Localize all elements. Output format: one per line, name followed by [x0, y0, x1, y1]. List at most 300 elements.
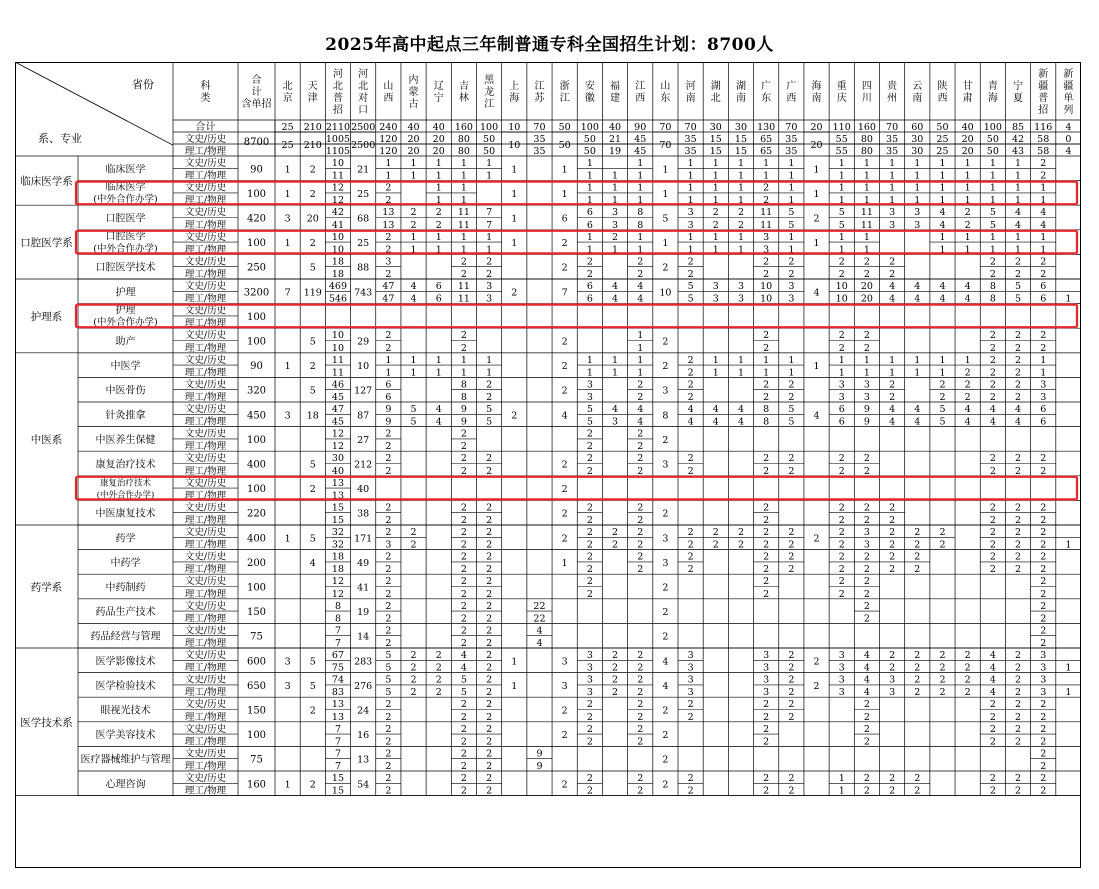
cell-value: 469: [328, 281, 348, 292]
cell-value: 2: [788, 453, 795, 465]
cell-value: 2: [662, 705, 669, 717]
cell-value: 15: [331, 515, 345, 526]
total-value: 55: [835, 134, 848, 145]
total-value: 50: [483, 146, 496, 157]
cell-value: 1: [586, 170, 593, 182]
cell-value: 1: [889, 170, 896, 182]
cell-value: 2: [939, 539, 946, 551]
cell-value: 10: [331, 342, 345, 354]
cell-value: 1: [1015, 182, 1022, 194]
cell-value: 1: [788, 195, 795, 207]
cell-value: 1: [763, 158, 770, 169]
cell-value: 2: [989, 723, 996, 735]
cell-value: 4: [863, 650, 870, 661]
cell-value: 2: [1015, 527, 1022, 538]
total-value: 100: [480, 122, 499, 133]
cell-value: 7: [486, 207, 493, 219]
cell-value: 2: [687, 269, 694, 280]
cell-value: 2: [788, 269, 795, 280]
cell-value: 1: [889, 158, 896, 169]
cell-value: 2: [1015, 773, 1022, 784]
heji-label: 合计: [195, 122, 216, 133]
cell-value: 21: [357, 164, 370, 176]
province-header: 江: [484, 99, 495, 110]
total-value: 50: [986, 146, 999, 157]
cell-value: 1: [788, 231, 795, 243]
cell-value: 10: [760, 281, 773, 292]
total-value: 210: [303, 140, 322, 151]
total-value: 80: [457, 134, 470, 145]
cell-value: 2: [486, 269, 493, 280]
cell-value: 1: [637, 231, 644, 243]
cell-value: 5: [662, 213, 669, 225]
cell-value: 1: [914, 195, 921, 207]
cell-value: 5: [460, 687, 467, 699]
cell-value: 1: [410, 354, 417, 366]
cell-value: 1: [687, 195, 694, 207]
cell-value: 1: [712, 244, 719, 256]
cell-value: 10: [331, 231, 345, 243]
cell-value: 2: [612, 687, 619, 699]
cell-value: 5: [385, 674, 392, 686]
cell-value: 1: [435, 231, 442, 243]
major-total: 150: [246, 607, 267, 619]
cell-value: 11: [760, 219, 773, 231]
cell-value: 2: [460, 699, 467, 711]
cell-value: 11: [457, 293, 470, 305]
cell-value: 1: [586, 182, 593, 194]
major-name: 护理: [115, 305, 136, 317]
cell-value: 1: [511, 213, 518, 225]
cell-value: 2: [486, 761, 493, 772]
cell-value: 2: [788, 687, 795, 699]
total-value: 50: [986, 134, 999, 145]
cell-value: 1: [460, 158, 467, 169]
province-header: 单: [1063, 93, 1074, 104]
cell-value: 3: [612, 219, 619, 231]
major-total: 90: [250, 164, 263, 176]
cell-value: 2: [385, 600, 392, 612]
cell-value: 32: [331, 527, 345, 538]
cell-value: 1: [889, 182, 896, 194]
cell-value: 2: [561, 533, 568, 545]
cell-value: 2: [385, 465, 392, 477]
cell-value: 2: [964, 674, 971, 686]
cell-value: 5: [788, 416, 795, 428]
cell-value: 2: [662, 779, 669, 791]
province-header: 蒙: [408, 87, 419, 98]
cell-value: 2: [863, 256, 870, 268]
cell-value: 2: [989, 342, 996, 354]
total-value: 15: [734, 134, 748, 145]
cell-value: 2: [486, 588, 493, 600]
cell-value: 4: [737, 404, 744, 415]
cell-value: 2: [637, 392, 644, 403]
cell-value: 3: [889, 207, 896, 219]
cell-value: 1: [435, 170, 442, 182]
cell-value: 2: [586, 515, 593, 526]
cell-value: 2: [460, 736, 467, 748]
cell-value: 25: [357, 238, 370, 250]
track-label: 文史/历史: [184, 281, 227, 292]
cell-value: 3: [662, 459, 669, 471]
cell-value: 8: [989, 281, 996, 292]
cell-value: 2: [863, 342, 870, 354]
cell-value: 2: [1015, 736, 1022, 748]
cell-value: 2: [1040, 551, 1047, 563]
cell-value: 2: [1040, 502, 1047, 514]
cell-value: 2: [989, 256, 996, 268]
cell-value: 3: [586, 379, 593, 391]
cell-value: 2: [863, 785, 870, 797]
cell-value: 7: [334, 638, 341, 649]
province-header: 招: [332, 105, 343, 116]
cell-value: 2: [889, 539, 896, 551]
total-value: 20: [810, 140, 823, 151]
cell-value: 2: [687, 465, 694, 477]
cell-value: 87: [357, 410, 370, 422]
cell-value: 2: [612, 674, 619, 686]
cell-value: 2: [460, 539, 467, 551]
cell-value: 2: [964, 219, 971, 231]
cell-value: 3: [662, 385, 669, 397]
cell-value: 1: [511, 656, 518, 668]
cell-value: 2: [637, 687, 644, 699]
track-label: 文史/历史: [184, 748, 227, 760]
major-name: 心理咨询: [105, 779, 146, 791]
major-total: 100: [246, 484, 267, 496]
province-header: 天: [307, 81, 318, 92]
cell-value: 1: [662, 188, 669, 200]
cell-value: 1: [637, 182, 644, 194]
cell-value: 2: [838, 269, 845, 280]
track-label: 理工/物理: [184, 588, 227, 600]
total-value: 21: [608, 134, 622, 145]
cell-value: 2: [385, 515, 392, 526]
cell-value: 4: [889, 404, 896, 415]
cell-value: 2: [939, 650, 946, 661]
total-value: 110: [832, 122, 851, 133]
cell-value: 6: [838, 404, 845, 415]
total-value: 1105: [325, 146, 351, 157]
cell-value: 1: [889, 354, 896, 366]
cell-value: 18: [331, 564, 345, 576]
cell-value: 74: [331, 674, 345, 686]
total-value: 100: [983, 122, 1002, 133]
cell-value: 2: [964, 207, 971, 219]
major-total: 100: [246, 188, 267, 200]
province-header: 宁: [433, 93, 444, 104]
cell-value: 1: [889, 367, 896, 379]
total-value: 130: [757, 122, 776, 133]
total-value: 20: [407, 134, 420, 145]
cell-value: 2: [385, 699, 392, 711]
province-header: 普: [1038, 93, 1049, 104]
cell-value: 1: [989, 182, 996, 194]
cell-value: 7: [334, 748, 341, 760]
cell-value: 18: [331, 551, 345, 563]
province-header: 宁: [1013, 81, 1024, 92]
cell-value: 2: [662, 361, 669, 373]
cell-value: 5: [1015, 293, 1022, 305]
major-total: 160: [246, 779, 267, 791]
cell-value: 2: [838, 551, 845, 563]
province-header: 贵: [887, 81, 898, 92]
cell-value: 3: [687, 687, 694, 699]
cell-value: 2: [763, 564, 770, 576]
cell-value: 2: [914, 564, 921, 576]
cell-value: 2: [763, 392, 770, 403]
cell-value: 2: [486, 392, 493, 403]
total-value: 80: [860, 146, 873, 157]
cell-value: 2: [385, 428, 392, 440]
cell-value: 5: [586, 404, 593, 415]
total-value: 20: [432, 146, 445, 157]
cell-value: 20: [860, 281, 873, 292]
cell-value: 1: [1065, 687, 1072, 699]
cell-value: 3: [687, 650, 694, 661]
cell-value: 3: [914, 207, 921, 219]
cell-value: 2: [737, 219, 744, 231]
province-header: 西: [786, 93, 797, 104]
cell-value: 1: [964, 354, 971, 366]
cell-value: 2: [763, 330, 770, 342]
cell-value: 2: [1040, 625, 1047, 637]
cell-value: 1: [586, 158, 593, 169]
cell-value: 2: [989, 785, 996, 797]
cell-value: 1: [1040, 244, 1047, 256]
province-header: 川: [861, 93, 872, 104]
cell-value: 12: [331, 588, 345, 600]
cell-value: 1: [964, 158, 971, 169]
cell-value: 2: [1015, 785, 1022, 797]
cell-value: 2: [586, 773, 593, 784]
cell-value: 3: [763, 662, 770, 674]
cell-value: 2: [460, 785, 467, 797]
cell-value: 2: [813, 656, 820, 668]
cell-value: 10: [659, 287, 672, 299]
cell-value: 2: [687, 392, 694, 403]
cell-value: 1: [561, 164, 568, 176]
total-value: 20: [407, 146, 420, 157]
cell-value: 7: [561, 287, 568, 299]
cell-value: 2: [385, 773, 392, 784]
track-label: 理工/物理: [184, 170, 227, 182]
cell-value: 2: [309, 188, 316, 200]
major-name: 中医养生保健: [95, 434, 156, 446]
cell-value: 2: [586, 256, 593, 268]
cell-value: 2: [863, 723, 870, 735]
cell-value: 1: [964, 244, 971, 256]
province-header: 河: [332, 69, 343, 80]
cell-value: 1: [737, 182, 744, 194]
province-header: 吉: [458, 81, 469, 92]
cell-value: 1: [712, 354, 719, 366]
cell-value: 5: [486, 404, 493, 415]
cell-value: 4: [612, 293, 619, 305]
cell-value: 6: [1040, 293, 1047, 305]
cell-value: 1: [586, 231, 593, 243]
cell-value: 3: [586, 392, 593, 403]
cell-value: 2: [385, 502, 392, 514]
cell-value: 4: [813, 287, 820, 299]
cell-value: 2: [460, 564, 467, 576]
cell-value: 4: [889, 281, 896, 292]
cell-value: 2: [863, 564, 870, 576]
cell-value: 2: [637, 527, 644, 538]
total-value: 58: [1037, 134, 1050, 145]
cell-value: 2: [612, 231, 619, 243]
cell-value: 12: [331, 576, 345, 588]
cell-value: 2: [989, 379, 996, 391]
cell-value: 6: [385, 379, 392, 391]
cell-value: 2: [586, 564, 593, 576]
cell-value: 2: [460, 576, 467, 588]
major-name: (中外合作办学): [96, 490, 155, 501]
cell-value: 8: [662, 410, 669, 422]
cell-value: 1: [838, 231, 845, 243]
cell-value: 2: [486, 723, 493, 735]
cell-value: 2: [435, 650, 442, 661]
cell-value: 2: [788, 662, 795, 674]
cell-value: 2: [561, 705, 568, 717]
cell-value: 1: [687, 244, 694, 256]
cell-value: 5: [838, 207, 845, 219]
cell-value: 2: [863, 773, 870, 784]
cell-value: 2: [511, 287, 518, 299]
cell-value: 2: [486, 748, 493, 760]
cell-value: 1: [410, 367, 417, 379]
cell-value: 1: [460, 354, 467, 366]
cell-value: 2: [939, 392, 946, 403]
cell-value: 1: [863, 367, 870, 379]
cell-value: 25: [357, 188, 370, 200]
cell-value: 2: [435, 687, 442, 699]
province-header: 上: [509, 81, 520, 92]
cell-value: 2: [309, 164, 316, 176]
cell-value: 2: [612, 527, 619, 538]
cell-value: 5: [486, 416, 493, 428]
cell-value: 40: [331, 465, 345, 477]
cell-value: 1: [435, 158, 442, 169]
cell-value: 1: [838, 785, 845, 797]
cell-value: 1: [788, 170, 795, 182]
cell-value: 13: [357, 754, 370, 766]
cell-value: 2: [863, 711, 870, 723]
cell-value: 2: [889, 515, 896, 526]
cell-value: 18: [331, 256, 345, 268]
cell-value: 22: [533, 600, 546, 612]
cell-value: 2: [561, 262, 568, 274]
cell-value: 3: [284, 680, 291, 692]
cell-value: 2: [561, 730, 568, 742]
cell-value: 2: [460, 723, 467, 735]
cell-value: 1: [486, 231, 493, 243]
cell-value: 2: [763, 773, 770, 784]
cell-value: 12: [331, 428, 345, 440]
cell-value: 1: [460, 244, 467, 256]
cell-value: 3: [863, 392, 870, 403]
province-header: 河: [685, 81, 696, 92]
cell-value: 2: [989, 539, 996, 551]
cell-value: 1: [989, 158, 996, 169]
cell-value: 2: [1015, 256, 1022, 268]
cell-value: 2: [1015, 330, 1022, 342]
major-name: 康复治疗技术: [95, 459, 156, 471]
cell-value: 1: [460, 367, 467, 379]
cell-value: 2: [486, 379, 493, 391]
cell-value: 1: [838, 195, 845, 207]
cell-value: 2: [863, 736, 870, 748]
cell-value: 2: [486, 527, 493, 538]
cell-value: 4: [1015, 207, 1022, 219]
cell-value: 2: [612, 650, 619, 661]
cell-value: 2: [1040, 785, 1047, 797]
cell-value: 3: [788, 293, 795, 305]
cell-value: 1: [612, 367, 619, 379]
cell-value: 2: [1040, 588, 1047, 600]
province-header: 南: [735, 93, 746, 104]
cell-value: 2: [687, 256, 694, 268]
cell-value: 5: [309, 533, 316, 545]
cell-value: 45: [331, 392, 345, 403]
cell-value: 5: [309, 385, 316, 397]
department-name: 口腔医学系: [20, 237, 73, 250]
cell-value: 1: [410, 170, 417, 182]
cell-value: 2: [637, 736, 644, 748]
total-value: 50: [583, 146, 596, 157]
cell-value: 5: [939, 416, 946, 428]
cell-value: 2: [385, 182, 392, 194]
major-total: 90: [250, 361, 263, 373]
cell-value: 4: [989, 404, 996, 415]
cell-value: 1: [838, 244, 845, 256]
cell-value: 49: [357, 557, 370, 569]
province-header: 江: [635, 81, 646, 92]
cell-value: 2: [486, 625, 493, 637]
cell-value: 12: [331, 182, 345, 194]
total-value: 60: [911, 122, 924, 133]
province-header: 北: [710, 93, 721, 104]
cell-value: 1: [385, 170, 392, 182]
cell-value: 2: [637, 723, 644, 735]
cell-value: 7: [486, 219, 493, 231]
cell-value: 2: [1015, 723, 1022, 735]
cell-value: 2: [486, 662, 493, 674]
province-header: 海: [987, 93, 998, 104]
cell-value: 2: [385, 244, 392, 256]
cell-value: 2: [309, 484, 316, 496]
track-label: 文史/历史: [184, 674, 227, 686]
cell-value: 2: [914, 662, 921, 674]
cell-value: 5: [939, 404, 946, 415]
cell-value: 2: [662, 730, 669, 742]
cell-value: 1: [1040, 195, 1047, 207]
track-label: 理工/物理: [184, 515, 227, 526]
cell-value: 2: [385, 195, 392, 207]
track-label: 文史/历史: [184, 158, 227, 169]
cell-value: 4: [460, 650, 467, 661]
cell-value: 2: [989, 711, 996, 723]
cell-value: 3: [486, 281, 493, 292]
cell-value: 4: [989, 650, 996, 661]
cell-value: 2: [788, 699, 795, 711]
cell-value: 2: [989, 465, 996, 477]
cell-value: 2: [410, 687, 417, 699]
cell-value: 1: [939, 367, 946, 379]
cell-value: 1: [788, 354, 795, 366]
cell-value: 2: [460, 711, 467, 723]
